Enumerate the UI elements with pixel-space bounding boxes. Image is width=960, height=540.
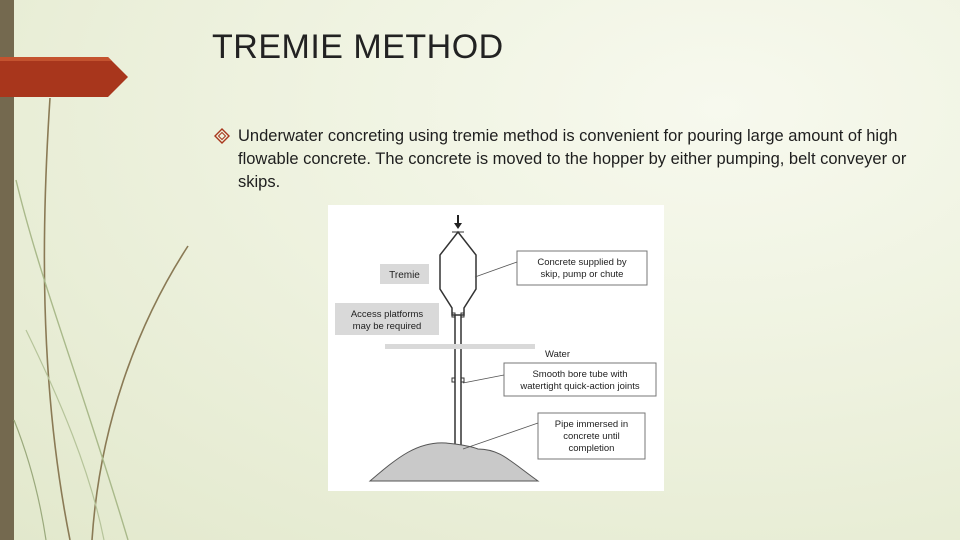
bullet-item — [214, 125, 914, 194]
leader-line — [475, 262, 517, 277]
leader-line — [463, 423, 538, 449]
water-label: Water — [545, 349, 570, 360]
bullet-text: Underwater concreting using tremie method is convenient for pouring large amount of high flowable concrete. The concrete is moved to the hopper by either pumping, belt conveyer or skips. — [238, 127, 907, 191]
tremie-diagram — [328, 205, 664, 491]
concrete-supply-line2: skip, pump or chute — [540, 269, 624, 280]
tube-line2: watertight quick-action joints — [520, 381, 640, 392]
slide-title: TREMIE METHOD — [212, 28, 504, 66]
diamond-outline-icon — [214, 128, 230, 144]
tube-line1: Smooth bore tube with — [532, 369, 628, 380]
tremie-hopper — [440, 232, 476, 315]
water-surface — [385, 344, 535, 349]
pipe-joint — [452, 378, 455, 382]
title-accent-tab — [0, 57, 128, 97]
concrete-mound — [370, 443, 538, 481]
concrete-supply-line1: Concrete supplied by — [537, 257, 627, 268]
arrow-down-icon — [454, 215, 462, 229]
pipe-immersed-line3: completion — [568, 443, 615, 454]
pipe-immersed-line2: concrete until — [563, 431, 620, 442]
access-platforms-line1: Access platforms — [350, 309, 424, 320]
leader-line — [463, 375, 504, 383]
tremie-label: Tremie — [389, 270, 420, 281]
access-platforms-line2: may be required — [352, 321, 422, 332]
pipe-joint — [461, 378, 464, 382]
pipe-immersed-line1: Pipe immersed in — [554, 419, 629, 430]
